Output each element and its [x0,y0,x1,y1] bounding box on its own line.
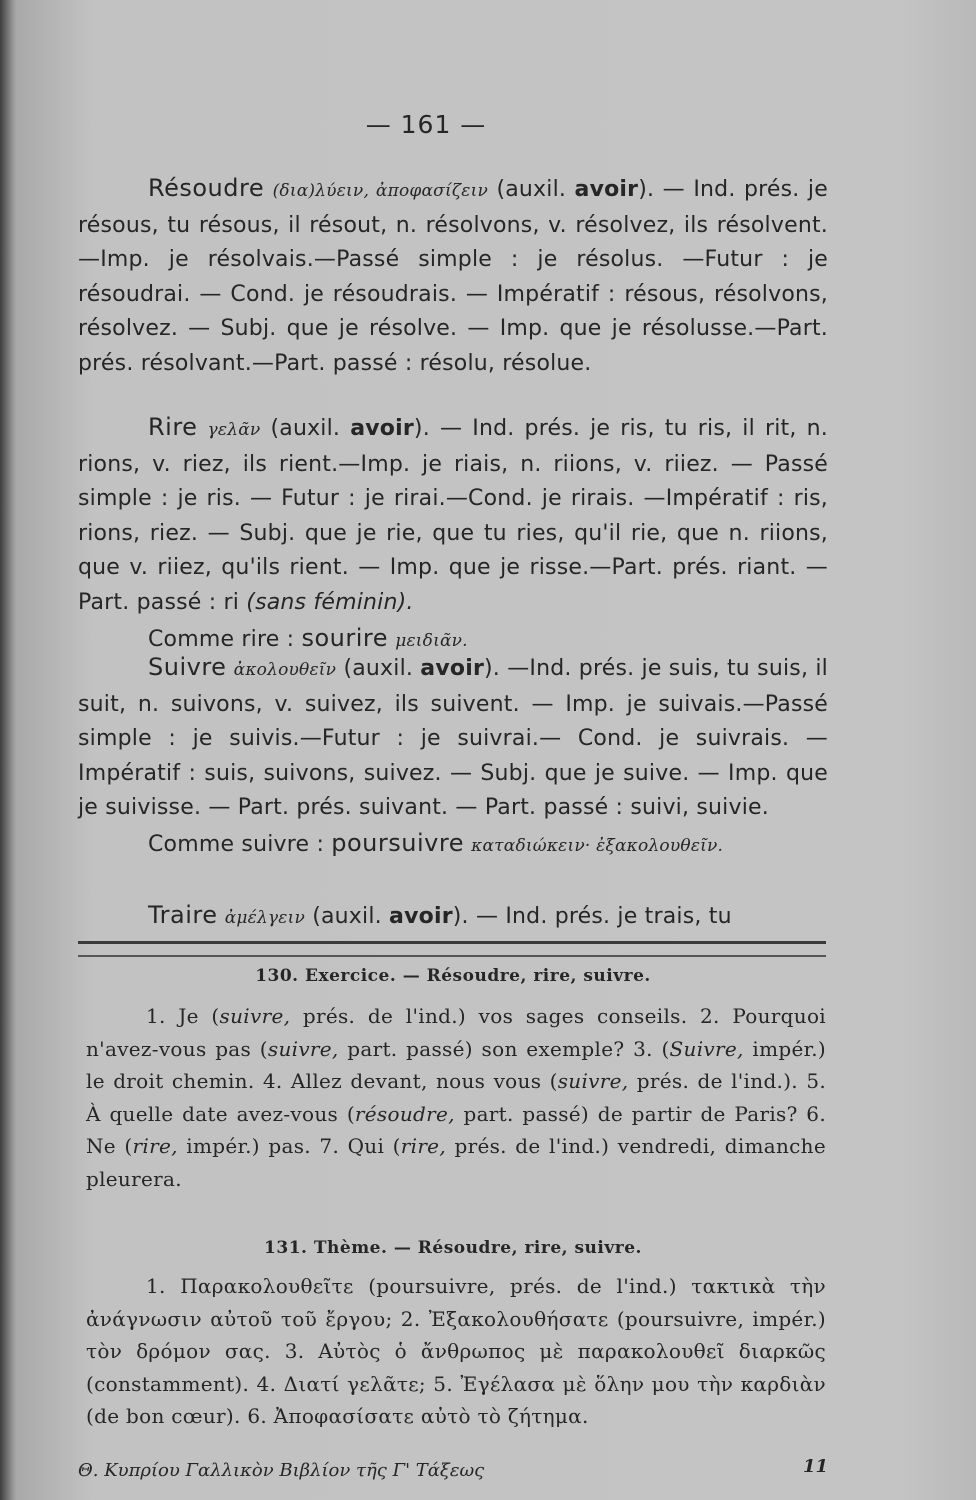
footer-text: Θ. Κυπρίου Γαλλικὸν Βιβλίον τῆς Γ' Τάξεως [78,1460,485,1481]
greek-translation: ἀμέλγειν [224,908,305,928]
exercise-text: 1. Je ( [146,1004,220,1028]
auxiliary: (auxil. avoir). [496,177,655,202]
verb-entry-traire [78,898,828,936]
exercise-verb: suivre, [267,1036,339,1061]
exercise-verb: Suivre, [669,1036,744,1061]
conjugation-text: — Ind. prés. je trais, tu [475,904,732,929]
comme-greek: μειδιᾶν. [395,630,468,651]
page-footer [78,1456,828,1481]
exercise-text: prés. de l'ind.) vendredi, dimanche pleurera. [86,1134,826,1191]
verb-entry-rire [78,410,828,658]
comme-greek: καταδιώκειν· ἐξακολουθεῖν. [471,835,724,856]
greek-translation: γελᾶν [207,420,261,440]
exercise-verb: rire, [400,1134,446,1159]
exercise-text: prés. de l'ind.) vos sages conseils. 2. Pourquoi n'avez-vous pas ( [86,1004,826,1061]
exercise-verb: résoudre, [354,1101,455,1126]
verb-headword: Rire [148,413,198,441]
auxiliary: (auxil. avoir). [312,904,469,929]
auxiliary: (auxil. avoir). [343,656,500,681]
verb-entry-resoudre [78,171,828,382]
greek-translation: ἀκολουθεῖν [233,660,337,680]
conjugation-text: — Ind. prés. je ris, tu ris, il rit, n. rions, v. riez, ils rient.—Imp. je riais, n. riions, v. riiez. — Passé simple : je ris. — Futur : je rirai.—Cond. je rirais. —Impératif : ris, rions, riez. — Subj. que je rie, que tu ries, qu'il rie, que n. riions, que v. riiez, qu'ils rient. — Imp. que je risse.—Part. prés. riant. — Part. passé : ri [78,416,828,615]
comme-label: Comme suivre : [148,831,325,857]
conjugation-text: —Ind. prés. je suis, tu suis, il suit, n. suivons, v. suivez, ils suivent. — Imp. je suivais.—Passé simple : je suivis.—Futur : je suivrai.— Cond. je suivrais. — Impératif : suis, suivons, suivez. — Subj. que je suive. — Imp. que je suivisse. — Part. prés. suivant. — Part. passé : suivi, suivie. [78,656,828,821]
exercise-text: part. passé) de partir de Paris? 6. Ne ( [86,1101,826,1159]
exercise-text: part. passé) son exemple? 3. ( [338,1036,670,1061]
verb-entry-suivre [78,650,828,864]
theme-body: 1. Παρακολουθεῖτε (poursuivre, prés. de l'ind.) τακτικὰ τὴν ἀνάγνωσιν αὐτοῦ τοῦ ἔργου; 2. Ἐξακολουθήσατε (poursuivre, impér.) τὸν δρόμον σας. 3. Αὐτὸς ὁ ἄνθρωπος μὲ παρακολουθεῖ διαρκῶς (constamment). 4. Διατί γελᾶτε; 5. Ἐγέλασα μὲ ὅλην μου τὴν καρδιὰν (de bon cœur). 6. Ἀποφασίσατε αὐτὸ τὸ ζήτημα. [86,1274,826,1429]
verb-headword: Traire [148,901,218,929]
exercise-verb: suivre, [557,1069,629,1094]
signature-number: 11 [802,1456,828,1477]
divider-rule [78,955,826,957]
exercise-title: 130. Exercice. — Résoudre, rire, suivre. [255,966,651,986]
comme-verb: sourire [301,623,389,652]
exercise-text: prés. de l'ind.). 5. À quelle date avez-vous ( [86,1069,826,1126]
exercise-text: impér.) pas. 7. Qui ( [177,1134,401,1159]
comme-line [78,826,828,864]
comme-label: Comme rire : [148,626,295,652]
verb-headword: Résoudre [148,174,265,202]
page-number: — 161 — [365,110,487,139]
auxiliary: (auxil. avoir). [270,416,430,441]
book-page [16,0,976,1500]
page-binding-edge [0,0,16,1500]
theme-title: 131. Thème. — Résoudre, rire, suivre. [264,1238,642,1258]
verb-headword: Suivre [148,653,227,681]
conjugation-text: — Ind. prés. je résous, tu résous, il résout, n. résolvons, v. résolvez, ils résolvent.—Imp. je résolvais.—Passé simple : je résolus. —Futur : je résoudrai. — Cond. je résoudrais. — Impératif : résous, résolvons, résolvez. — Subj. que je résolve. — Imp. que je résolusse.—Part. prés. résolvant.—Part. passé : résolu, résolue. [78,177,828,376]
exercise-verb: suivre, [219,1004,291,1028]
exercise-text: impér.) le droit chemin. 4. Allez devant, nous vous ( [86,1036,826,1094]
exercise-body [86,1000,826,1196]
exercise-verb: rire, [132,1134,178,1159]
conjugation-note: (sans féminin). [246,589,414,615]
greek-translation: (δια)λύειν, ἀποφασίζειν [272,181,488,201]
divider-rule [78,941,826,944]
comme-verb: poursuivre [331,828,464,857]
